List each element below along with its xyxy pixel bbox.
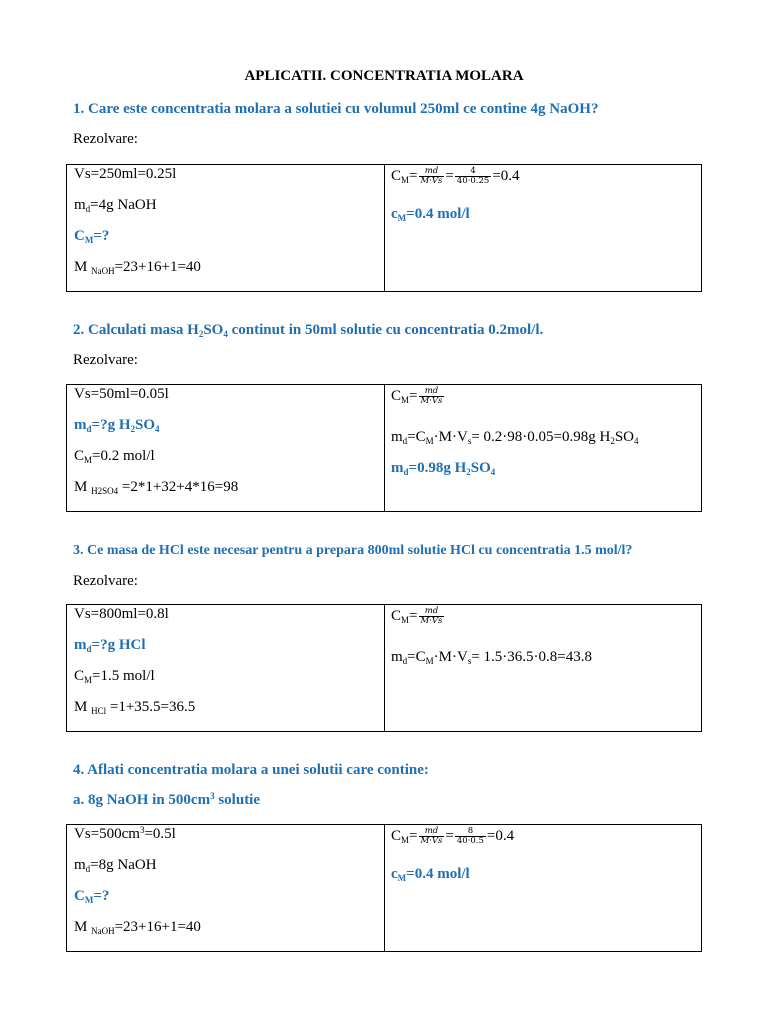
p3-given-volume: Vs=800ml=0.8l xyxy=(74,606,169,622)
p4-given-mass: $m_d=8g$ NaOH xyxy=(74,857,157,874)
problem-1-table xyxy=(66,164,702,292)
problem-4-question: 4. Aflati concentratia molara a unei solutii care contine: xyxy=(73,762,429,778)
p4-unknown-cm: $C_M=$? xyxy=(74,888,110,905)
p2-molar-mass: M $_{H2SO4}$ =2*1+32+4*16=98 xyxy=(74,479,239,496)
table-divider xyxy=(384,605,385,731)
p1-given-volume: Vs=250ml=0.25l xyxy=(74,166,177,182)
p3-formula: $C_M=$ $\frac{md}{M\cdot Vs}$ xyxy=(391,606,443,626)
p2-given-volume: Vs=50ml=0.05l xyxy=(74,386,169,402)
problem-2-table xyxy=(66,384,702,512)
p1-fraction-numeric: $\frac{4}{40\cdot 0.25}$ xyxy=(456,166,490,186)
p4-answer: $c_M=0.4$ mol/l xyxy=(391,866,470,883)
problem-3-table xyxy=(66,604,702,732)
problem-2-rezolvare: Rezolvare: xyxy=(73,352,138,368)
p1-formula: $C_M=$ $\frac{md}{M\cdot Vs}$ = $\frac{4}{40\cdot 0.25}$ =0.4 xyxy=(391,166,520,186)
problem-3-rezolvare: Rezolvare: xyxy=(73,573,138,589)
p3-molar-mass: M $_{HCl}$ =1+35.5=36.5 xyxy=(74,699,196,716)
p1-unknown-cm: $C_M=$? xyxy=(74,228,110,245)
p4-given-volume: $Vs=500cm^3=0.5l$ xyxy=(74,825,176,842)
table-divider xyxy=(384,385,385,511)
p3-calculation: $m_d=C_M\cdot M\cdot V_s= 1.5\cdot 36.5\cdot 0.8=43.8$ xyxy=(391,649,593,666)
p2-formula: $C_M=$ $\frac{md}{M\cdot Vs}$ xyxy=(391,386,443,406)
p3-unknown-mass: $m_d=?g$ HCl xyxy=(74,637,146,654)
p4-molar-mass: M $_{NaOH}$=23+16+1=40 xyxy=(74,919,201,936)
p4-fraction-symbolic: $\frac{md}{M\cdot Vs}$ xyxy=(420,826,443,846)
problem-4a-subquestion: a. 8g NaOH in $500cm^3$ solutie xyxy=(73,791,261,808)
page-title: APLICATII. CONCENTRATIA MOLARA xyxy=(244,68,524,84)
p1-fraction-symbolic: $\frac{md}{M\cdot Vs}$ xyxy=(420,166,443,186)
p3-given-cm: $C_M=1.5$ mol/l xyxy=(74,668,155,685)
problem-3-question: 3. Ce masa de HCl este necesar pentru a prepara 800ml solutie HCl cu concentratia 1.5 mol/l? xyxy=(73,543,633,558)
problem-4-table xyxy=(66,824,702,952)
p4-fraction-numeric: $\frac{8}{40\cdot 0.5}$ xyxy=(456,826,484,846)
p2-answer: $m_d=0.98g$ $H_2SO_4$ xyxy=(391,460,496,477)
table-divider xyxy=(384,165,385,291)
problem-1-rezolvare: Rezolvare: xyxy=(73,131,138,147)
p1-given-mass: $m_d=4g$ NaOH xyxy=(74,197,157,214)
p2-calculation: $m_d=C_M\cdot M\cdot V_s= 0.2\cdot 98\cdot 0.05=0.98g$ $H_2SO_4$ xyxy=(391,429,639,446)
p2-unknown-mass: $m_d=?g$ $H_2SO_4$ xyxy=(74,417,160,434)
p1-answer: $c_M=0.4$ mol/l xyxy=(391,206,470,223)
p1-molar-mass: M $_{NaOH}$=23+16+1=40 xyxy=(74,259,201,276)
p2-given-cm: $C_M=0.2$ mol/l xyxy=(74,448,155,465)
problem-2-question: 2. Calculati masa $H_2SO_4$ continut in 50ml solutie cu concentratia 0.2mol/l. xyxy=(73,322,544,339)
table-divider xyxy=(384,825,385,951)
p4-formula: $C_M=$ $\frac{md}{M\cdot Vs}$ = $\frac{8}{40\cdot 0.5}$ =0.4 xyxy=(391,826,515,846)
p2-fraction-symbolic: $\frac{md}{M\cdot Vs}$ xyxy=(420,386,443,406)
p3-fraction-symbolic: $\frac{md}{M\cdot Vs}$ xyxy=(420,606,443,626)
problem-1-question: 1. Care este concentratia molara a solutiei cu volumul 250ml ce contine 4g NaOH? xyxy=(73,101,599,117)
